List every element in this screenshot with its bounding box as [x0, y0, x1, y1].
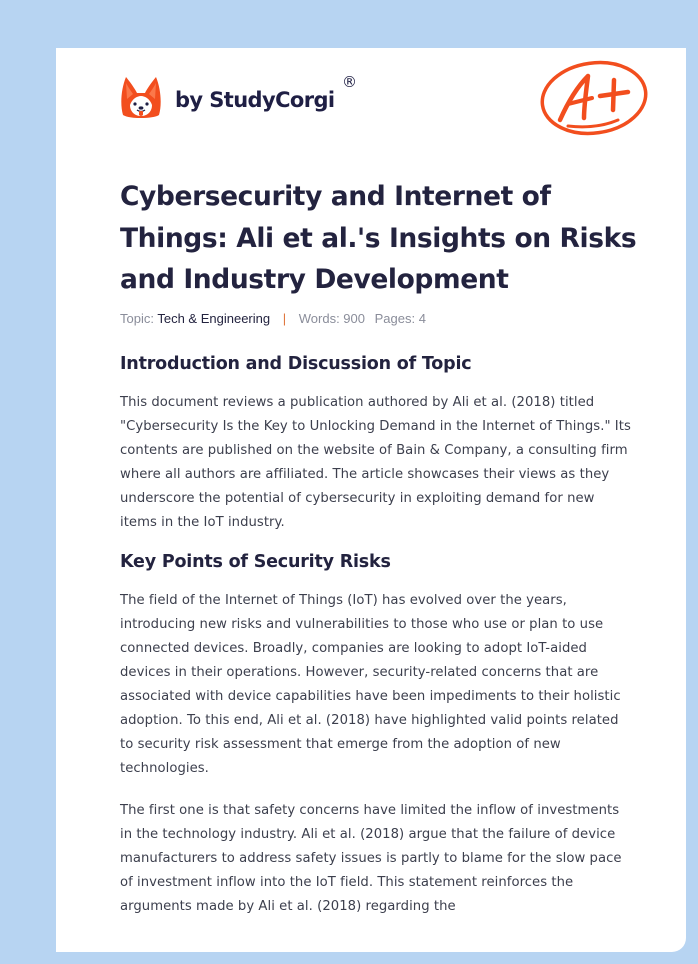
section-heading-introduction: Introduction and Discussion of Topic: [120, 354, 472, 374]
topic-link[interactable]: Tech & Engineering: [157, 311, 271, 326]
section-heading-key-points: Key Points of Security Risks: [120, 552, 391, 572]
paragraph-key-points-1: The field of the Internet of Things (IoT) has evolved over the years, introducing new risks and vulnerabilities to those who use or plan to use connected devices. Broadly, companies are looking to adopt IoT-aided devices in their operations. However, security-related concerns that are associated with device capabilities have been impediments to their holistic adoption. To this end, Ali et al. (2018) have highlighted valid points related to security risk assessment that emerge from the adoption of new technologies.: [120, 593, 621, 776]
meta-separator: |: [282, 311, 287, 326]
document-title: Cybersecurity and Internet of Things: Ali et al.'s Insights on Risks and Industry Development: [120, 181, 637, 295]
word-count: Words: 900: [298, 311, 365, 326]
studycorgi-logo[interactable]: [120, 73, 357, 119]
a-plus-grade-icon: [538, 58, 650, 140]
corgi-logo-icon: [120, 75, 162, 119]
document-meta: [120, 311, 426, 326]
topic-label: Topic:: [120, 311, 154, 326]
registered-mark: ®: [342, 73, 357, 91]
paragraph-introduction: This document reviews a publication authored by Ali et al. (2018) titled "Cybersecurity Is the Key to Unlocking Demand in the Internet of Things." Its contents are published on the website of Bain & Company, a consulting firm where all authors are affiliated. The article showcases their views as they underscore the potential of cybersecurity in exploiting demand for new items in the IoT industry.: [120, 395, 631, 530]
document-card: [56, 48, 686, 952]
brand-name: by StudyCorgi: [175, 88, 335, 112]
paragraph-key-points-2: The first one is that safety concerns have limited the inflow of investments in the technology industry. Ali et al. (2018) argue that the failure of device manufacturers to address safety issues is partly to blame for the slow pace of investment inflow into the IoT field. This statement reinforces the arguments made by Ali et al. (2018) regarding the: [120, 803, 622, 914]
page-count: Pages: 4: [374, 311, 426, 326]
